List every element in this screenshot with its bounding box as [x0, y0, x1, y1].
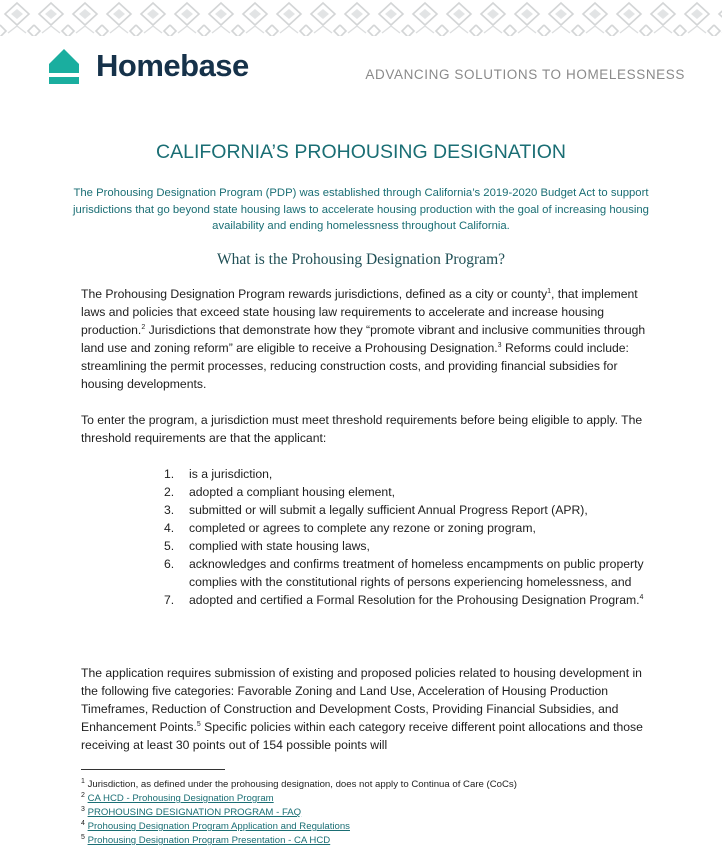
- footnote-4: [81, 820, 681, 834]
- tagline: ADVANCING SOLUTIONS TO HOMELESSNESS: [365, 67, 685, 82]
- list-item-number: 7.: [164, 593, 175, 607]
- footnote-number: 1: [81, 777, 85, 785]
- list-item-number: 1.: [164, 467, 175, 481]
- footnote-link[interactable]: Prohousing Designation Program Application and Regulations: [87, 821, 350, 832]
- list-item: [164, 555, 644, 591]
- body-paragraph-1: The Prohousing Designation Program rewards jurisdictions, defined as a city or county$^1$, that implement laws and policies that exceed state housing law requirements to accelerate and increase housing production.$^2$ Jurisdictions that demonstrate how they “promote vibrant and inclusive communities through land use and zoning reform” are eligible to receive a Prohousing Designation.$^3$ Reforms could include: streamlining the permit processes, reducing construction costs, and providing financial subsidies for housing developments.: [81, 287, 646, 391]
- list-item-number: 5.: [164, 539, 175, 553]
- footnote-number: 5: [81, 833, 85, 841]
- body-paragraph-3: The application requires submission of existing and proposed policies related to housing development in the following five categories: Favorable Zoning and Land Use, Acceleration of Housing Production Timeframes, Reduction of Construction and Development Costs, Providing Financial Subsidies, and Enhancement Points.$^5$ Specific policies within each category receive different point allocations and those receiving at least 30 points out of 154 possible points will: [81, 666, 643, 752]
- list-item-number: 3.: [164, 503, 175, 517]
- footnote-number: 2: [81, 791, 85, 799]
- list-item-text: is a jurisdiction,: [189, 467, 273, 481]
- list-item-text: complied with state housing laws,: [189, 539, 370, 553]
- list-item-number: 2.: [164, 485, 175, 499]
- body-paragraph-2: To enter the program, a jurisdiction must meet threshold requirements before being eligible to apply. The threshold requirements are that the applicant:: [81, 413, 643, 445]
- list-item: [164, 501, 644, 519]
- footnote-1: [81, 778, 681, 792]
- list-item: [164, 519, 644, 537]
- list-item: [164, 537, 644, 555]
- list-item-text: submitted or will submit a legally sufficient Annual Progress Report (APR),: [189, 503, 588, 517]
- homebase-logo[interactable]: [46, 46, 249, 86]
- footnote-link[interactable]: Prohousing Designation Program Presentation - CA HCD: [87, 835, 331, 846]
- page-title: CALIFORNIA’S PROHOUSING DESIGNATION: [156, 141, 566, 163]
- section-heading: What is the Prohousing Designation Program?: [217, 251, 505, 268]
- list-item-number: 6.: [164, 557, 175, 571]
- list-item: [164, 591, 644, 609]
- footnote-divider: [81, 769, 225, 770]
- footnote-link[interactable]: PROHOUSING DESIGNATION PROGRAM - FAQ: [87, 807, 302, 818]
- list-item-text: adopted and certified a Formal Resolution for the Prohousing Designation Program.$^4$: [189, 593, 644, 607]
- list-item-text: completed or agrees to complete any rezone or zoning program,: [189, 521, 536, 535]
- list-item: [164, 483, 644, 501]
- intro-paragraph: The Prohousing Designation Program (PDP) was established through California’s 2019-2020 Budget Act to support jurisdictions that go beyond state housing laws to accelerate housing production with the goal of increasing housing availability and ending homelessness throughout California.: [73, 187, 649, 233]
- footnote-5: [81, 834, 681, 848]
- footnote-number: 4: [81, 819, 85, 827]
- list-item-number: 4.: [164, 521, 175, 535]
- list-item-text: acknowledges and confirms treatment of homeless encampments on public property complies with the constitutional rights of persons experiencing homelessness, and: [189, 557, 644, 589]
- footnote-text: Jurisdiction, as defined under the prohousing designation, does not apply to Continua of Care (CoCs): [87, 779, 517, 790]
- footnote-ref-1[interactable]: 1: [547, 287, 551, 295]
- footnote-ref-5[interactable]: 5: [196, 720, 201, 728]
- footnote-3: [81, 806, 681, 820]
- footnotes: [81, 778, 681, 848]
- footnote-ref-3[interactable]: 3: [497, 341, 502, 349]
- list-item-text: adopted a compliant housing element,: [189, 485, 395, 499]
- footnote-link[interactable]: CA HCD - Prohousing Designation Program: [87, 793, 274, 804]
- list-item: [164, 465, 644, 483]
- header-pattern: [0, 0, 722, 36]
- footnote-2: [81, 792, 681, 806]
- home-icon: [46, 46, 82, 86]
- footnote-ref-2[interactable]: 2: [141, 323, 146, 331]
- requirements-list: [164, 465, 644, 609]
- brand-name: Homebase: [96, 48, 249, 83]
- footnote-ref-4[interactable]: 4: [639, 593, 644, 601]
- footnote-number: 3: [81, 805, 85, 813]
